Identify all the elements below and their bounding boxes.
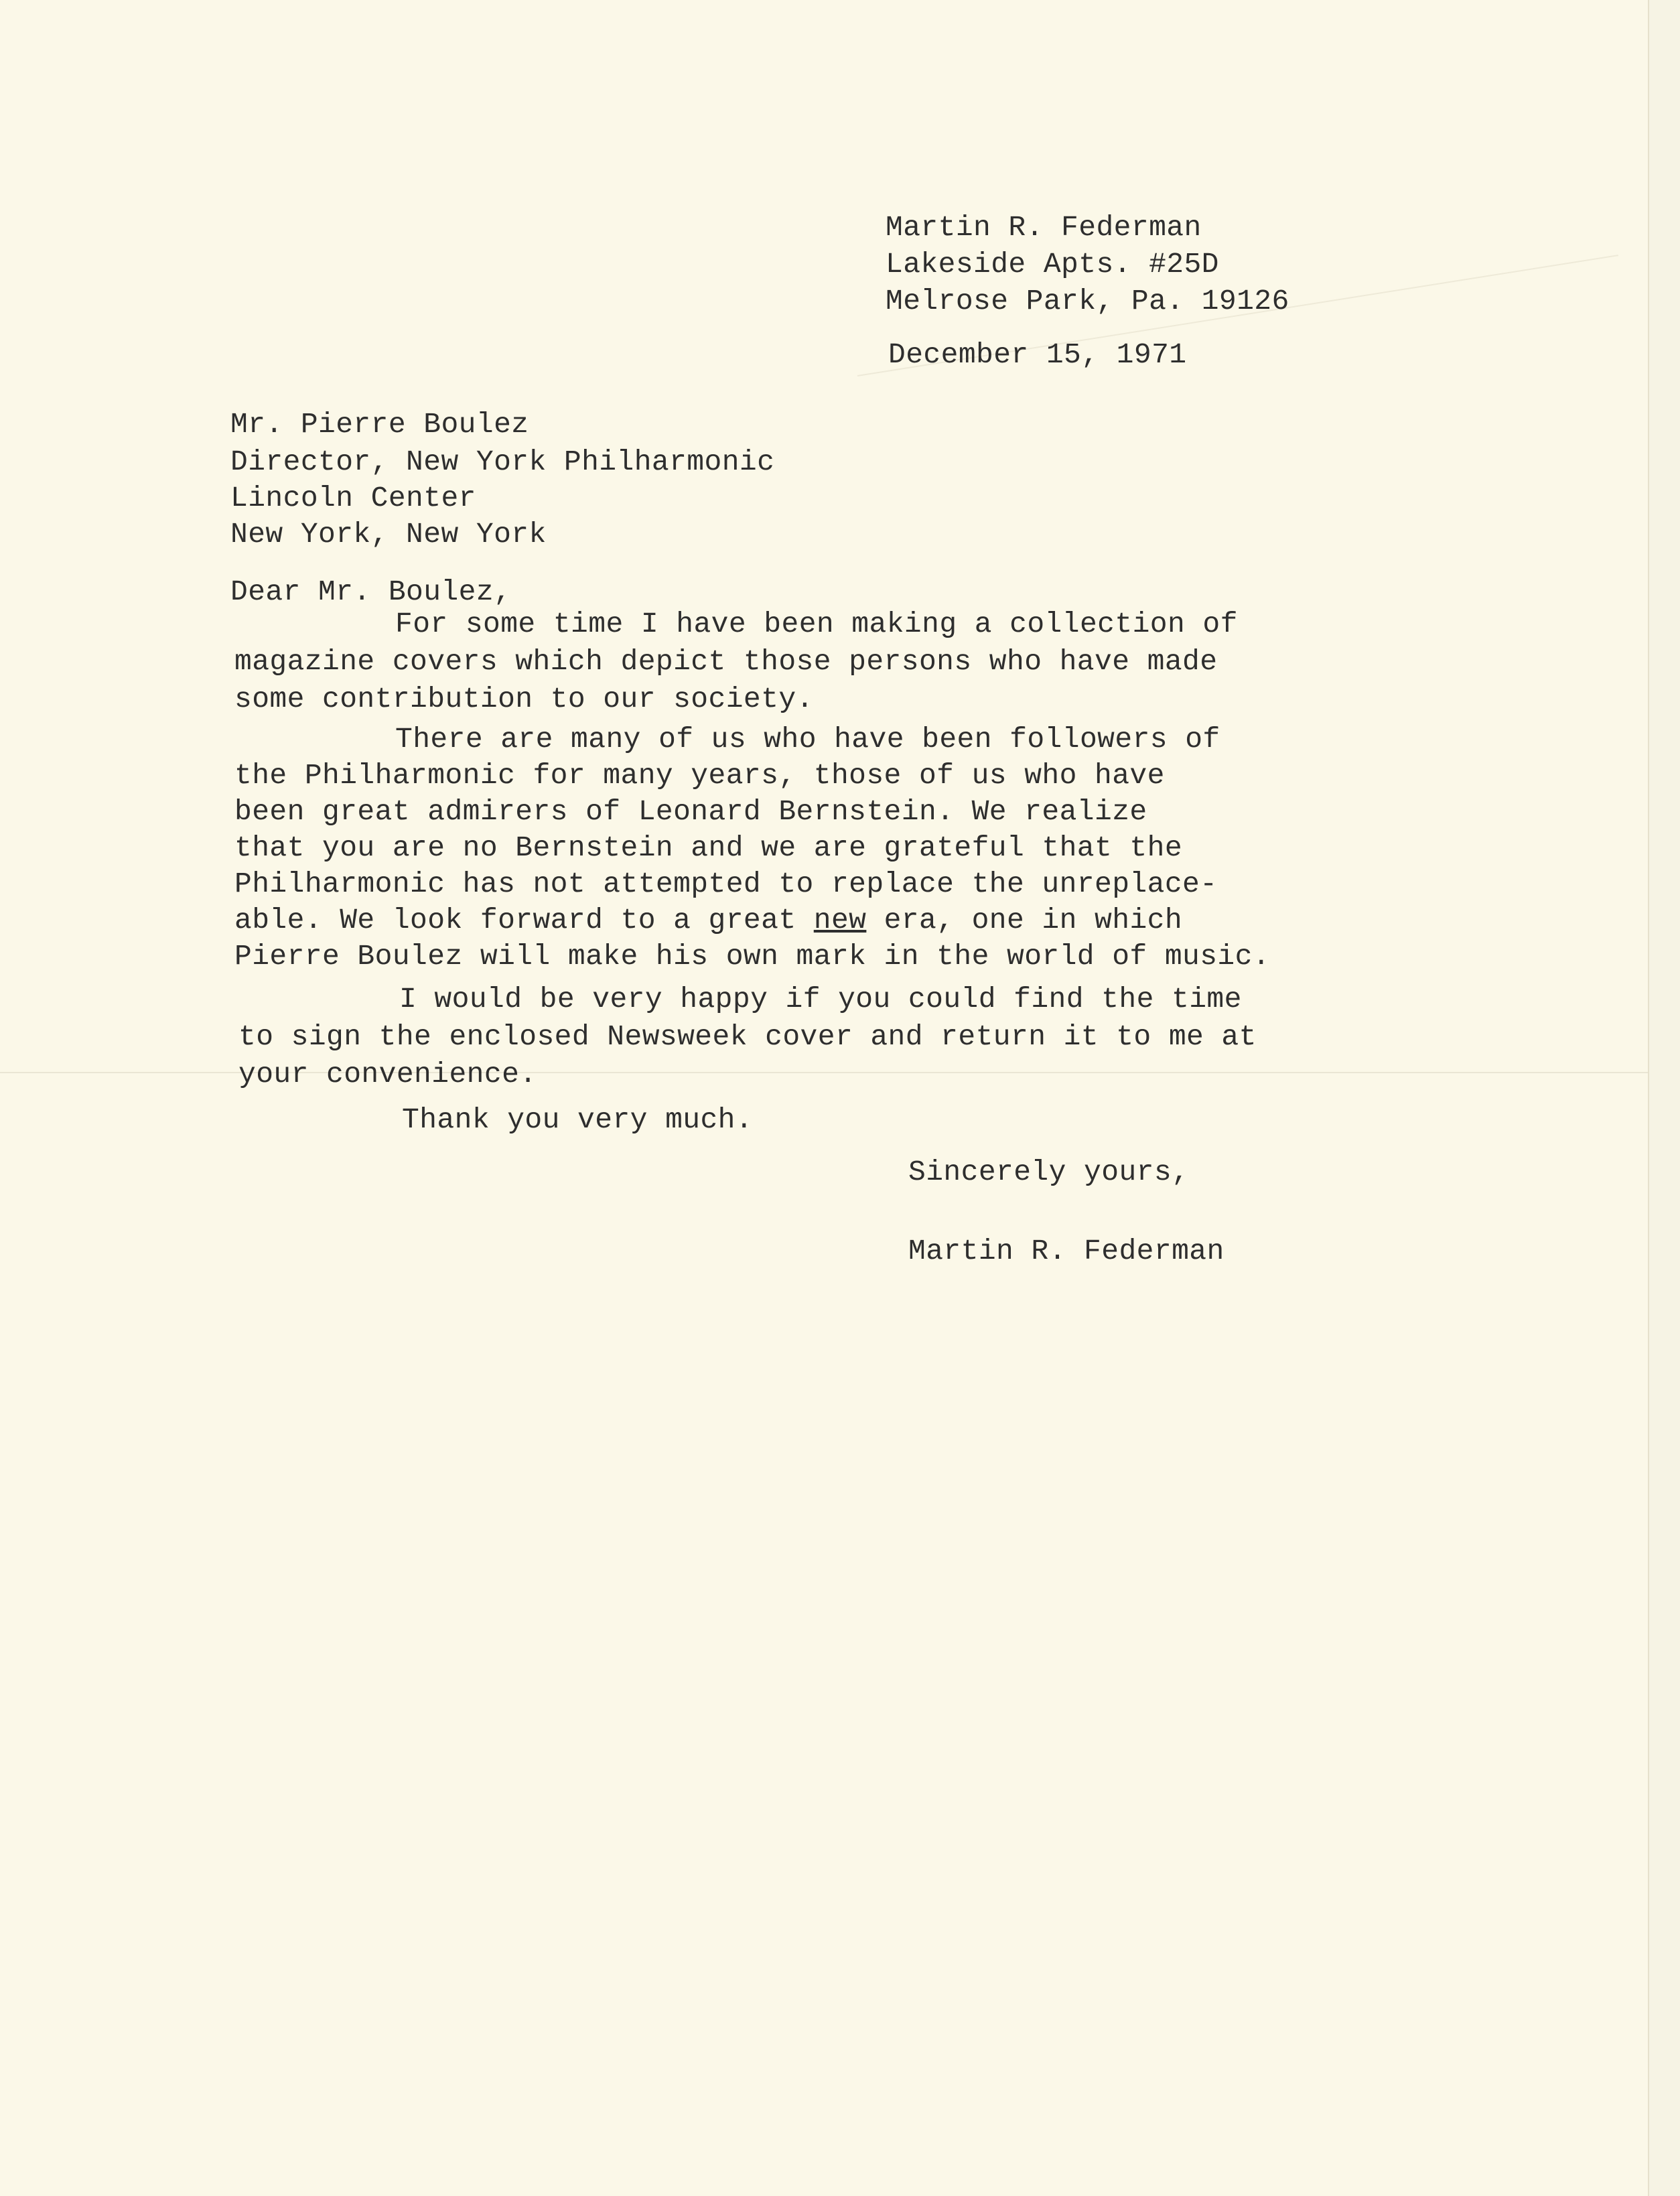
paragraph1-line2: magazine covers which depict those persons who have made <box>234 645 1218 678</box>
paragraph2-line1: There are many of us who have been followers of <box>395 723 1220 756</box>
recipient-line3: Lincoln Center <box>230 482 476 514</box>
recipient-line1: Mr. Pierre Boulez <box>230 408 529 441</box>
paragraph2-line5: Philharmonic has not attempted to replace the unreplace- <box>234 868 1218 900</box>
paragraph2-line6-end: era, one in which <box>866 904 1183 937</box>
recipient-line4: New York, New York <box>230 518 547 551</box>
sender-address-line1: Lakeside Apts. #25D <box>886 248 1219 281</box>
paragraph2-line6 <box>234 906 1182 935</box>
recipient-line2: Director, New York Philharmonic <box>230 445 775 478</box>
paragraph3-line3: your convenience. <box>238 1058 537 1091</box>
paragraph2-line4: that you are no Bernstein and we are grateful that the <box>234 831 1183 864</box>
paragraph1-line1: For some time I have been making a collection of <box>395 608 1238 640</box>
paragraph3-line1: I would be very happy if you could find the time <box>399 983 1242 1016</box>
sender-name: Martin R. Federman <box>886 211 1202 244</box>
paragraph2-line7: Pierre Boulez will make his own mark in the world of music. <box>234 940 1271 973</box>
letter-date: December 15, 1971 <box>888 338 1187 371</box>
paper-right-edge <box>1648 0 1680 2196</box>
paragraph2-line6-start: able. We look forward to a great <box>234 904 814 937</box>
paragraph2-line2: the Philharmonic for many years, those of us who have <box>234 759 1165 792</box>
closing: Sincerely yours, <box>908 1156 1190 1188</box>
sender-address-line2: Melrose Park, Pa. 19126 <box>886 285 1289 318</box>
paragraph3-line2: to sign the enclosed Newsweek cover and return it to me at <box>238 1020 1257 1053</box>
thanks-line: Thank you very much. <box>402 1103 754 1136</box>
paragraph1-line3: some contribution to our society. <box>234 683 814 715</box>
signature-name: Martin R. Federman <box>908 1235 1224 1267</box>
salutation: Dear Mr. Boulez, <box>230 575 512 608</box>
paragraph2-line3: been great admirers of Leonard Bernstein. We realize <box>234 795 1147 828</box>
underlined-word: new <box>813 904 867 937</box>
